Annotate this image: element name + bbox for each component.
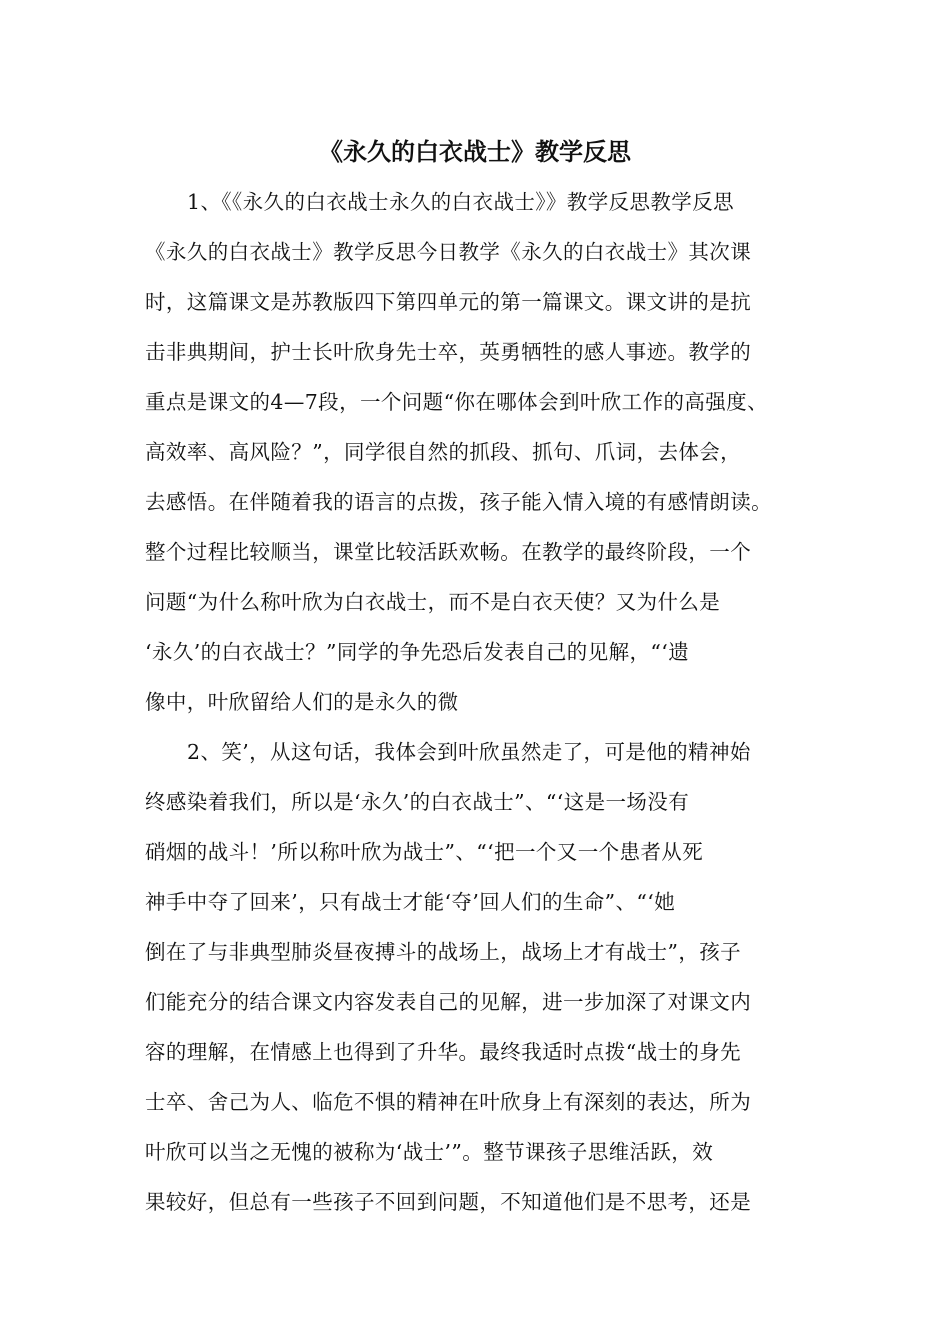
paragraph-1 [145,182,810,732]
text-line: 像中，叶欣留给人们的是永久的微 [145,690,459,714]
text-line: 高效率、高风险？”，同学很自然的抓段、抓句、爪词，去体会， [145,440,742,464]
paragraph-2 [145,732,810,1232]
text-line: 神手中夺了回来’，只有战士才能‘夺’回人们的生命”、“‘她 [145,890,676,914]
text-line: 们能充分的结合课文内容发表自己的见解，进一步加深了对课文内 [145,990,752,1014]
text-line: 时，这篇课文是苏教版四下第四单元的第一篇课文。课文讲的是抗 [145,290,752,314]
text-line: 2、笑’，从这句话，我体会到叶欣虽然走了，可是他的精神始 [187,740,751,764]
text-line: 倒在了与非典型肺炎昼夜搏斗的战场上，战场上才有战士”，孩子 [145,940,742,964]
text-line: 重点是课文的4—7段，一个问题“你在哪体会到叶欣工作的高强度、 [145,390,768,414]
text-line: 终感染着我们，所以是‘永久’的白衣战士”、“‘这是一场没有 [145,790,690,814]
text-line: 士卒、舍己为人、临危不惧的精神在叶欣身上有深刻的表达，所为 [145,1090,752,1114]
text-line: 《永久的白衣战士》教学反思今日教学《永久的白衣战士》其次课 [145,240,752,264]
text-line: 硝烟的战斗！’所以称叶欣为战士”、“‘把一个又一个患者从死 [145,840,704,864]
document-body [145,182,810,1232]
text-line: 整个过程比较顺当，课堂比较活跃欢畅。在教学的最终阶段，一个 [145,540,752,564]
text-line: 击非典期间，护士长叶欣身先士卒，英勇牺牲的感人事迹。教学的 [145,340,752,364]
text-line: 容的理解，在情感上也得到了升华。最终我适时点拨“战士的身先 [145,1040,742,1064]
text-line: ‘永久’的白衣战士？”同学的争先恐后发表自己的见解，“‘遗 [145,640,690,664]
text-line: 问题“为什么称叶欣为白衣战士，而不是白衣天使？又为什么是 [145,590,721,614]
text-line: 1、《《永久的白衣战士永久的白衣战士》》教学反思教学反思 [187,190,734,214]
document-title: 《永久的白衣战士》教学反思 [319,138,631,166]
text-line: 果较好，但总有一些孩子不回到问题，不知道他们是不思考，还是 [145,1190,752,1214]
text-line: 叶欣可以当之无愧的被称为‘战士’”。整节课孩子思维活跃，效 [145,1140,714,1164]
text-line: 去感悟。在伴随着我的语言的点拨，孩子能入情入境的有感情朗读。 [145,490,772,514]
